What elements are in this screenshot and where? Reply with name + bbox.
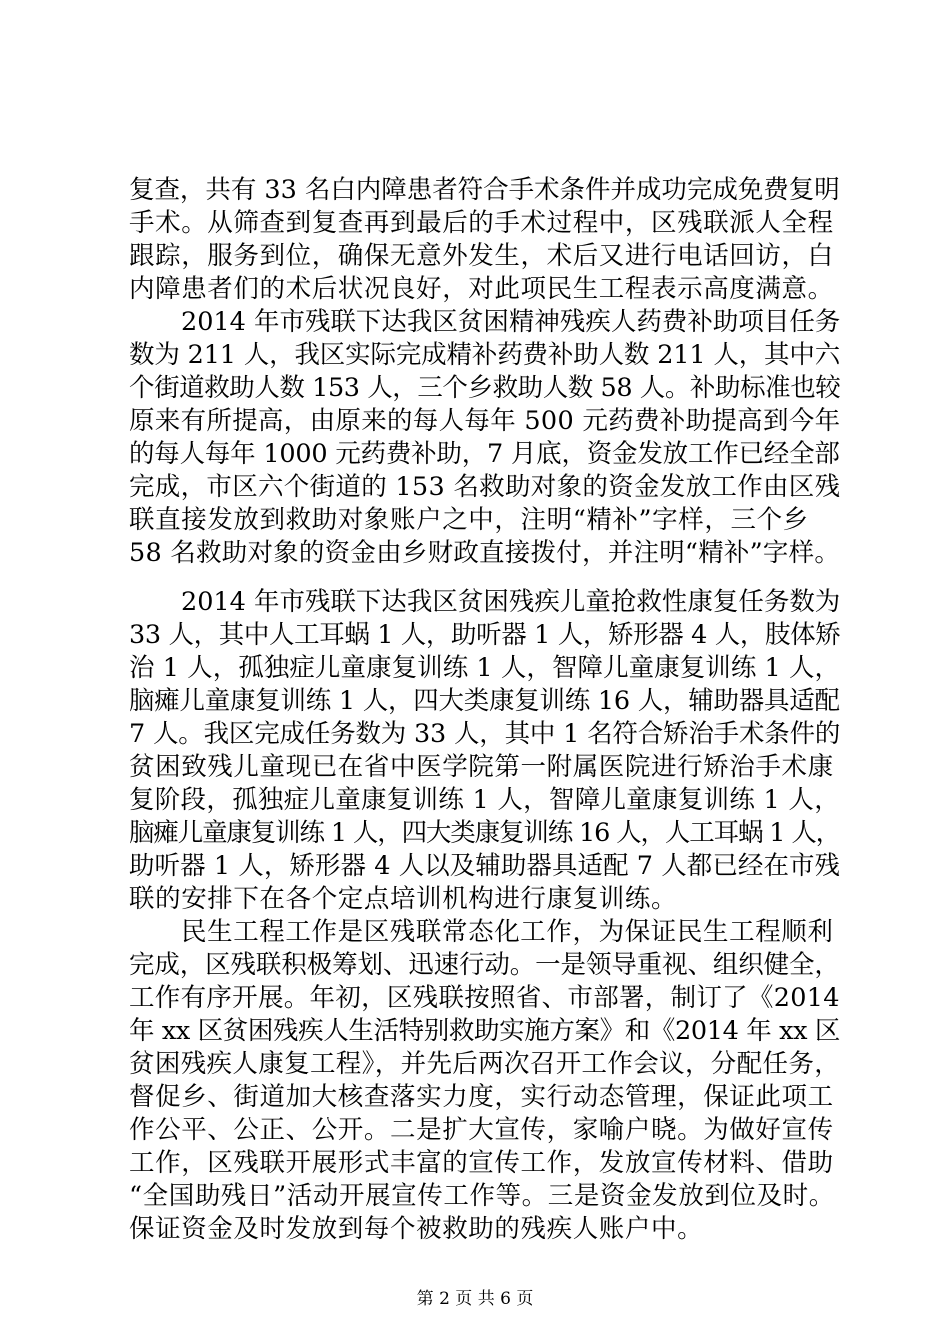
paragraph-line: 原来有所提高，由原来的每人每年 500 元药费补助提高到今年: [129, 406, 841, 436]
paragraph-line: 脑瘫儿童康复训练 1 人，四大类康复训练 16 人，人工耳蜗 1 人，: [129, 818, 841, 848]
paragraph-line: 数为 211 人，我区实际完成精补药费补助人数 211 人，其中六: [129, 340, 841, 370]
paragraph-line: 工作，区残联开展形式丰富的宣传工作，发放宣传材料、借助: [129, 1148, 834, 1178]
paragraph-line: 贫困残疾人康复工程》，并先后两次召开工作会议，分配任务，: [129, 1049, 841, 1079]
paragraph-line: 脑瘫儿童康复训练 1 人，四大类康复训练 16 人，辅助器具适配: [129, 686, 840, 716]
paragraph-line: 联的安排下在各个定点培训机构进行康复训练。: [129, 884, 678, 914]
paragraph-line: 7 人。我区完成任务数为 33 人，其中 1 名符合矫治手术条件的: [129, 719, 841, 749]
paragraph-line: 完成，市区六个街道的 153 名救助对象的资金发放工作由区残: [129, 472, 841, 502]
paragraph-line: 2014 年市残联下达我区贫困精神残疾人药费补助项目任务: [181, 307, 841, 337]
paragraph-line: 工作有序开展。年初，区残联按照省、市部署，制订了《2014: [129, 983, 840, 1013]
paragraph-line: 手术。从筛查到复查再到最后的手术过程中，区残联派人全程: [129, 208, 834, 238]
paragraph-line: “全国助残日”活动开展宣传工作等。三是资金发放到位及时。: [129, 1181, 835, 1211]
paragraph-line: 助听器 1 人，矫形器 4 人以及辅助器具适配 7 人都已经在市残: [129, 851, 841, 881]
paragraph-line: 跟踪，服务到位，确保无意外发生，术后又进行电话回访，白: [129, 241, 834, 271]
page-number-footer: 第 2 页 共 6 页: [416, 1289, 534, 1309]
paragraph-line: 复阶段，孤独症儿童康复训练 1 人，智障儿童康复训练 1 人，: [129, 785, 840, 815]
paragraph-line: 联直接发放到救助对象账户之中，注明“精补”字样，三个乡: [129, 505, 809, 535]
paragraph-line: 33 人，其中人工耳蜗 1 人，助听器 1 人，矫形器 4 人，肢体矫: [129, 620, 841, 650]
paragraph-line: 个街道救助人数 153 人，三个乡救助人数 58 人。补助标准也较: [129, 373, 841, 403]
paragraph-line: 贫困致残儿童现已在省中医学院第一附属医院进行矫治手术康: [129, 752, 834, 782]
paragraph-line: 治 1 人，孤独症儿童康复训练 1 人，智障儿童康复训练 1 人，: [129, 653, 841, 683]
paragraph-line: 保证资金及时发放到每个被救助的残疾人账户中。: [129, 1214, 704, 1244]
paragraph-line: 作公平、公正、公开。二是扩大宣传，家喻户晓。为做好宣传: [129, 1115, 834, 1145]
paragraph-line: 的每人每年 1000 元药费补助，7 月底，资金发放工作已经全部: [129, 439, 840, 469]
paragraph-line: 58 名救助对象的资金由乡财政直接拨付，并注明“精补”字样。: [129, 538, 841, 568]
paragraph-line: 完成，区残联积极筹划、迅速行动。一是领导重视、组织健全，: [129, 950, 840, 980]
paragraph-line: 复查，共有 33 名白内障患者符合手术条件并成功完成免费复明: [129, 175, 840, 205]
paragraph-line: 2014 年市残联下达我区贫困残疾儿童抢救性康复任务数为: [181, 587, 841, 617]
paragraph-line: 督促乡、街道加大核查落实力度，实行动态管理，保证此项工: [129, 1082, 834, 1112]
paragraph-line: 内障患者们的术后状况良好，对此项民生工程表示高度满意。: [129, 274, 834, 304]
paragraph-line: 年 xx 区贫困残疾人生活特别救助实施方案》和《2014 年 xx 区: [129, 1016, 840, 1046]
paragraph-line: 民生工程工作是区残联常态化工作，为保证民生工程顺利: [181, 917, 834, 947]
